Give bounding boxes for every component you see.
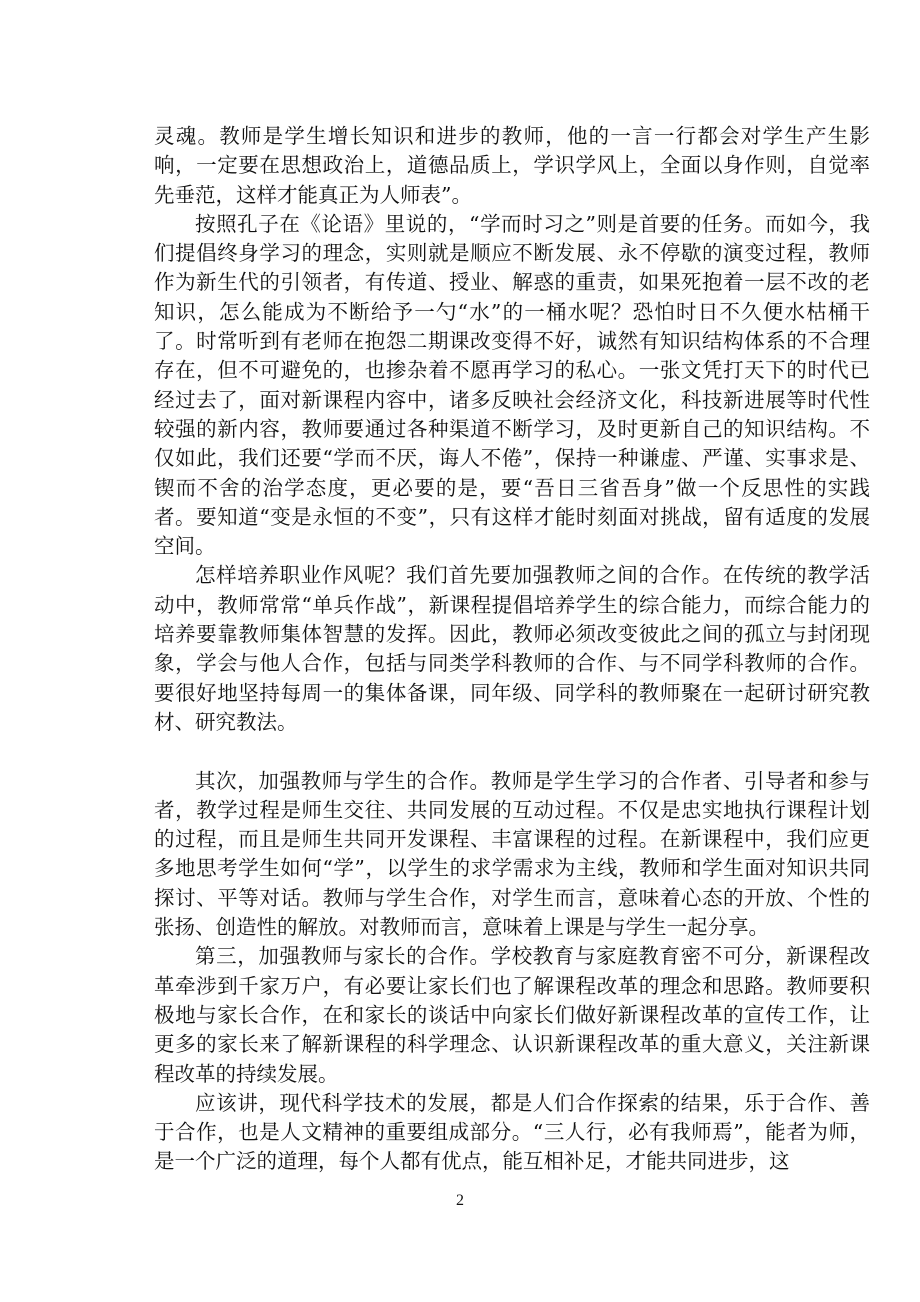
- paragraph-1: 灵魂。教师是学生增长知识和进步的教师，他的一言一行都会对学生产生影响，一定要在思想政治上，道德品质上，学识学风上，全面以身作则，自觉率先垂范，这样才能真正为人师表”。: [154, 124, 870, 207]
- body-text: [154, 122, 870, 1177]
- paragraph-4: 其次，加强教师与学生的合作。教师是学生学习的合作者、引导者和参与者，教学过程是师生交往、共同发展的互动过程。不仅是忠实地执行课程计划的过程，而且是师生共同开发课程、丰富课程的过程。在新课程中，我们应更多地思考学生如何“学”，以学生的求学需求为主线，教师和学生面对知识共同探讨、平等对话。教师与学生合作，对学生而言，意味着心态的开放、个性的张扬、创造性的解放。对教师而言，意味着上课是与学生一起分享。: [154, 768, 870, 940]
- paragraph-5: 第三，加强教师与家长的合作。学校教育与家庭教育密不可分，新课程改革牵涉到千家万户，有必要让家长们也了解课程改革的理念和思路。教师要积极地与家长合作，在和家长的谈话中向家长们做好新课程改革的宣传工作，让更多的家长来了解新课程的科学理念、认识新课程改革的重大意义，关注新课程改革的持续发展。: [154, 944, 870, 1086]
- paragraph-2: 按照孔子在《论语》里说的，“学而时习之”则是首要的任务。而如今，我们提倡终身学习的理念，实则就是顺应不断发展、永不停歇的演变过程，教师作为新生代的引领者，有传道、授业、解惑的重责，如果死抱着一层不改的老知识，怎么能成为不断给予一勺“水”的一桶水呢？恐怕时日不久便水枯桶干了。时常听到有老师在抱怨二期课改变得不好，诚然有知识结构体系的不合理存在，但不可避免的，也掺杂着不愿再学习的私心。一张文凭打天下的时代已经过去了，面对新课程内容中，诸多反映社会经济文化，科技新进展等时代性较强的新内容，教师要通过各种渠道不断学习，及时更新自己的知识结构。不仅如此，我们还要“学而不厌，诲人不倦”，保持一种谦虚、严谨、实事求是、锲而不舍的治学态度，更必要的是，要“吾日三省吾身”做一个反思性的实践者。要知道“变是永恒的不变”，只有这样才能时刻面对挑战，留有适度的发展空间。: [154, 211, 870, 559]
- paragraph-3: 怎样培养职业作风呢？我们首先要加强教师之间的合作。在传统的教学活动中，教师常常“单兵作战”，新课程提倡培养学生的综合能力，而综合能力的培养要靠教师集体智慧的发挥。因此，教师必须改变彼此之间的孤立与封闭现象，学会与他人合作，包括与同类学科教师的合作、与不同学科教师的合作。要很好地坚持每周一的集体备课，同年级、同学科的教师聚在一起研讨研究教材、研究教法。: [154, 563, 870, 734]
- paragraph-6: 应该讲，现代科学技术的发展，都是人们合作探索的结果，乐于合作、善于合作，也是人文精神的重要组成部分。“三人行，必有我师焉”，能者为师，是一个广泛的道理，每个人都有优点，能互相补足，才能共同进步，这: [154, 1090, 870, 1174]
- page-number: 2: [456, 1192, 464, 1209]
- paragraph-spacer: [154, 737, 870, 766]
